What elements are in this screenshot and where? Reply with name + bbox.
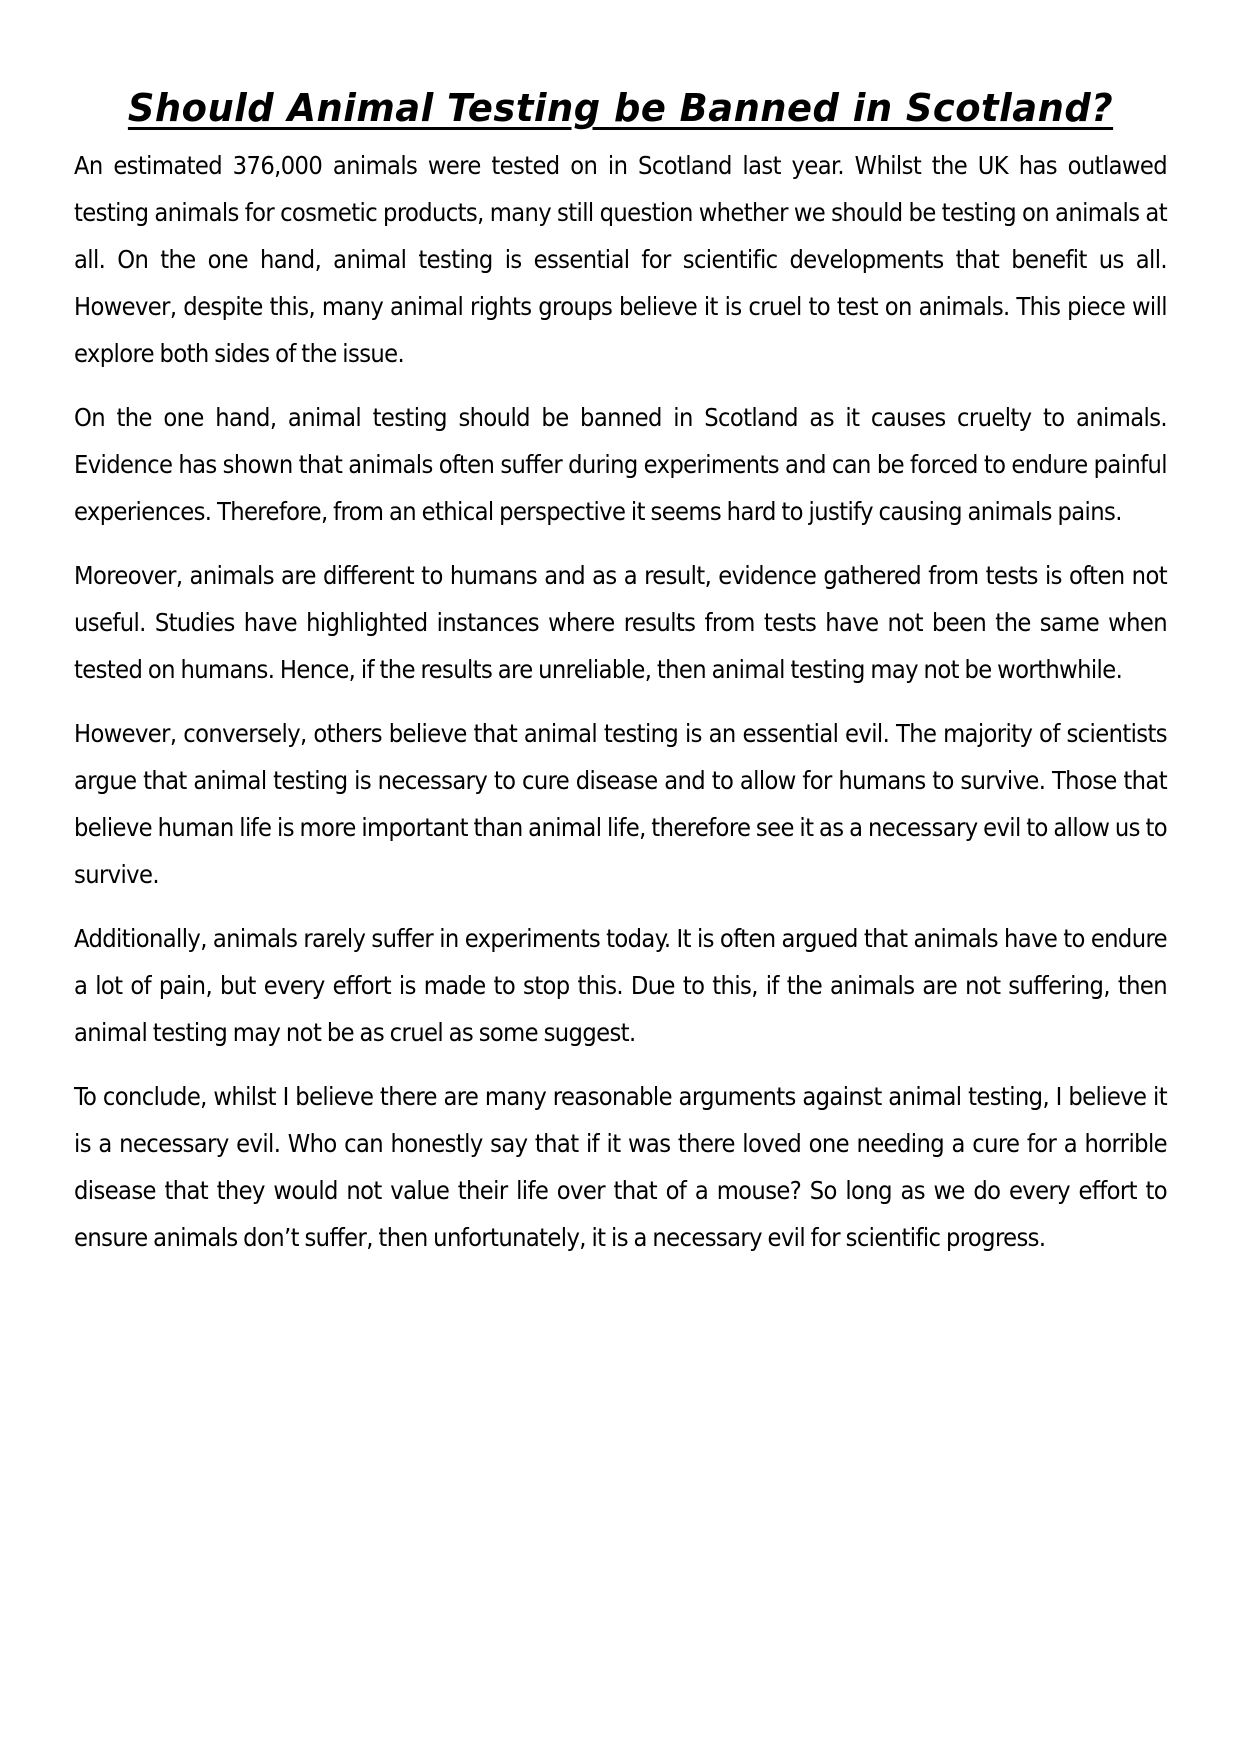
document-title: Should Animal Testing be Banned in Scotland? bbox=[127, 86, 1114, 130]
document-page bbox=[74, 80, 1167, 1278]
paragraph-argument-unreliable: Moreover, animals are different to humans and as a result, evidence gathered from tests is often not useful. Studies have highlighted instances where results from tests have not been the same when tested on humans. Hence, if the results are unreliable, then animal testing may not be worthwhile. bbox=[74, 561, 1167, 684]
paragraph-argument-cruelty: On the one hand, animal testing should be banned in Scotland as it causes cruelty to animals. Evidence has shown that animals often suffer during experiments and can be forced to endure painful experiences. Therefore, from an ethical perspective it seems hard to justify causing animals pains. bbox=[74, 403, 1167, 526]
paragraph-counter-rarely-suffer: Additionally, animals rarely suffer in experiments today. It is often argued that animals have to endure a lot of pain, but every effort is made to stop this. Due to this, if the animals are not suffering, then animal testing may not be as cruel as some suggest. bbox=[74, 924, 1167, 1047]
paragraph-conclusion: To conclude, whilst I believe there are many reasonable arguments against animal testing, I believe it is a necessary evil. Who can honestly say that if it was there loved one needing a cure for a horrible disease that they would not value their life over that of a mouse? So long as we do every effort to ensure animals don’t suffer, then unfortunately, it is a necessary evil for scientific progress. bbox=[74, 1082, 1167, 1252]
paragraph-counter-necessary-evil: However, conversely, others believe that animal testing is an essential evil. The majority of scientists argue that animal testing is necessary to cure disease and to allow for humans to survive. Those that believe human life is more important than animal life, therefore see it as a necessary evil to allow us to survive. bbox=[74, 719, 1167, 889]
paragraph-introduction: An estimated 376,000 animals were tested on in Scotland last year. Whilst the UK has outlawed testing animals for cosmetic products, many still question whether we should be testing on animals at all. On the one hand, animal testing is essential for scientific developments that benefit us all. However, despite this, many animal rights groups believe it is cruel to test on animals. This piece will explore both sides of the issue. bbox=[74, 151, 1167, 368]
